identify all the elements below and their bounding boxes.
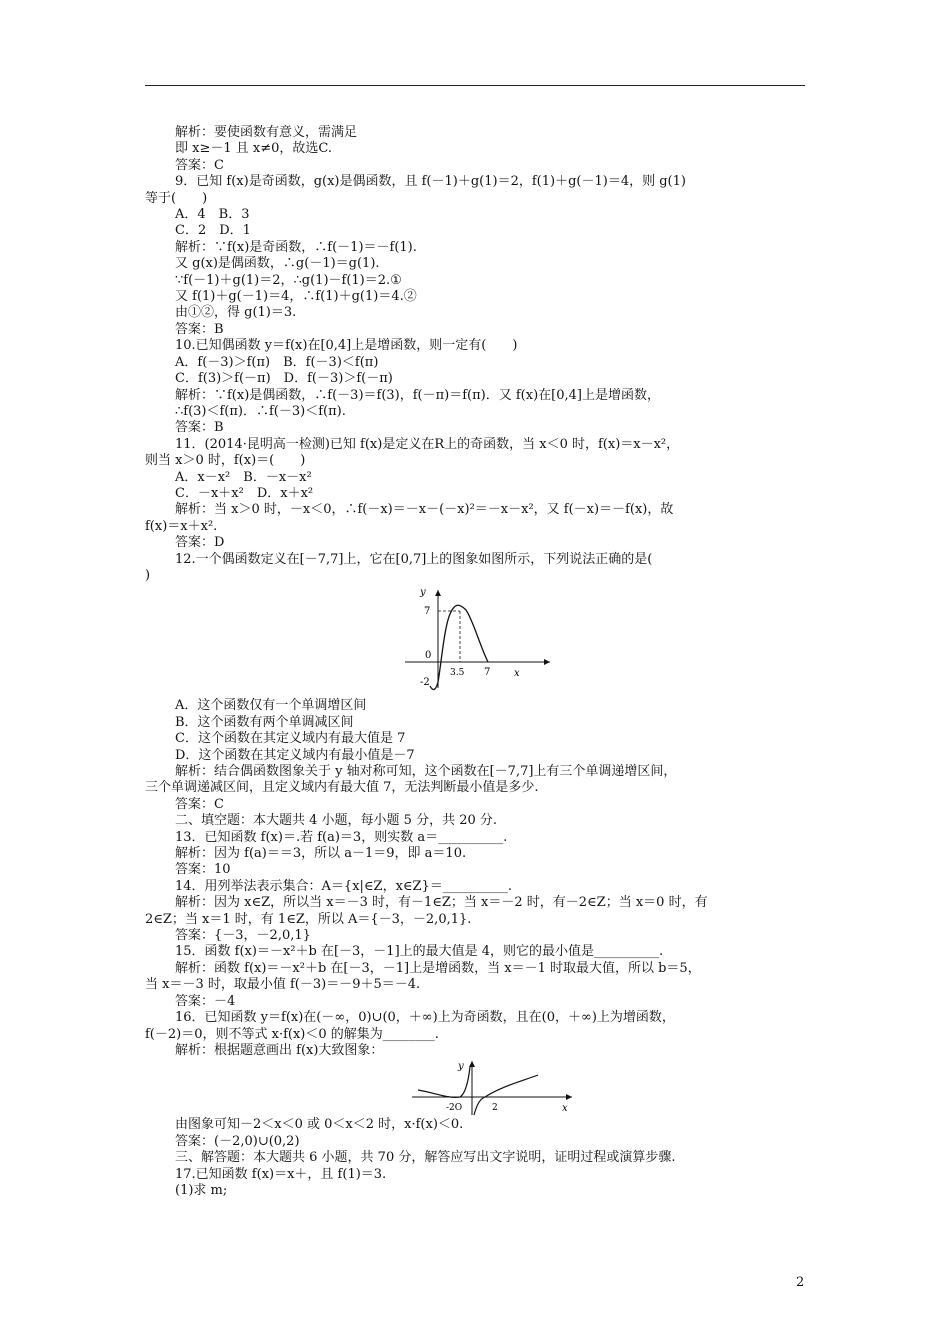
text-line: 答案：C — [175, 157, 224, 173]
text-line: ) — [145, 567, 151, 583]
question-9: 9．已知 f(x)是奇函数，g(x)是偶函数，且 f(－1)＋g(1)＝2，f(1)＋g(－1)＝4，则 g(1) — [175, 174, 686, 190]
x-label: x — [514, 668, 520, 680]
text-line: 则当 x＞0 时，f(x)＝( ) — [145, 453, 306, 469]
answer-line: 答案：(－2,0)∪(0,2) — [175, 1133, 300, 1149]
question-14: 14．用列举法表示集合：A＝{x|∈Z，x∈Z}＝__________. — [175, 878, 512, 894]
tick-7: 7 — [424, 606, 431, 618]
question-17: 17.已知函数 f(x)＝x＋，且 f(1)＝3. — [175, 1166, 387, 1182]
text-line: 由①②，得 g(1)＝3. — [175, 305, 297, 321]
text-line: 解析：根据题意画出 f(x)大致图象： — [175, 1042, 384, 1058]
answer-line: 答案：{－3，－2,0,1} — [175, 928, 311, 944]
y-label: y — [420, 587, 426, 599]
x-axis-arrow — [544, 659, 550, 665]
text-line: 解析：∵f(x)是偶函数，∴f(－3)＝f(3)，f(－π)＝f(π)．又 f(x)在[0,4]上是增函数， — [175, 387, 660, 403]
text-line: 当 x＝－3 时，取最小值 f(－3)＝－9＋5＝－4. — [145, 977, 421, 993]
option-line: C．2 D．1 — [175, 223, 251, 239]
page-content — [145, 125, 810, 1199]
text-line: 解析：因为 x∈Z，所以当 x＝－3 时，有－1∈Z；当 x＝－2 时，有－2∈Z；当 x＝0 时，有 — [175, 895, 708, 911]
answer-line: 答案：B — [175, 420, 224, 436]
text-line: 解析：当 x＞0 时，－x＜0，∴f(－x)＝－x－(－x)²＝－x－x²，又 f(－x)＝－f(x)，故 — [175, 502, 674, 518]
option-line: A．这个函数仅有一个单调增区间 — [175, 698, 367, 714]
option-line: B．这个函数有两个单调减区间 — [175, 714, 354, 730]
text-line: f(－2)＝0，则不等式 x·f(x)＜0 的解集为________. — [145, 1026, 439, 1042]
question-12: 12.一个偶函数定义在[－7,7]上，它在[0,7]上的图象如图所示，下列说法正确的是( — [175, 551, 653, 567]
section-heading: 二、填空题：本大题共 4 小题，每小题 5 分，共 20 分. — [175, 813, 498, 829]
option-line: C．－x＋x² D．x＋x² — [175, 485, 314, 501]
text-line: 2∈Z；当 x＝1 时，有 1∈Z，所以 A＝{－3，－2,0,1}. — [145, 911, 472, 927]
tick-3-5: 3.5 — [450, 668, 465, 679]
answer-line: 答案：－4 — [175, 993, 236, 1009]
option-line: C．f(3)＞f(－π) D．f(－3)＞f(－π) — [175, 371, 393, 387]
option-line: C．这个函数在其定义域内有最大值是 7 — [175, 731, 406, 747]
x-label: x — [562, 1103, 568, 1115]
origin-label: 0 — [425, 650, 432, 662]
tick-2: 2 — [492, 1103, 498, 1114]
y-axis-arrow — [469, 1061, 475, 1067]
graph-figure-q16 — [145, 1059, 810, 1117]
question-13: 13．已知函数 f(x)＝.若 f(a)＝3，则实数 a＝__________. — [175, 829, 508, 845]
text-line: 由图象可知－2＜x＜0 或 0＜x＜2 时，x·f(x)＜0. — [175, 1117, 464, 1133]
tick-7-x: 7 — [484, 667, 491, 679]
y-axis-arrow — [435, 590, 441, 596]
answer-line: 答案：C — [175, 796, 224, 812]
question-11: 11．(2014·昆明高一检测)已知 f(x)是定义在R上的奇函数，当 x＜0 时，f(x)＝x－x²， — [175, 436, 680, 452]
x-axis-arrow — [566, 1094, 572, 1100]
question-10: 10.已知偶函数 y＝f(x)在[0,4]上是增函数，则一定有( ) — [175, 338, 518, 354]
question-15: 15．函数 f(x)＝－x²＋b 在[－3，－1]上的最大值是 4，则它的最小值是__________. — [175, 944, 664, 960]
graph-figure-q12 — [145, 586, 810, 696]
text-line: ∵f(－1)＋g(1)＝2，∴g(1)－f(1)＝2.① — [175, 272, 402, 288]
text-line: 即 x≥－1 且 x≠0，故选C. — [175, 141, 333, 157]
option-line: D．这个函数在其定义域内有最小值是－7 — [175, 747, 415, 763]
section-heading: 三、解答题：本大题共 6 小题，共 70 分，解答应写出文字说明，证明过程或演算步骤. — [175, 1150, 676, 1166]
y-label: y — [458, 1061, 464, 1073]
text-line: 三个单调递减区间，且定义域内有最大值 7，无法判断最小值是多少. — [145, 780, 539, 796]
answer-line: 答案：B — [175, 321, 224, 337]
option-line: A．f(－3)＞f(π) B．f(－3)＜f(π) — [175, 354, 379, 370]
page-number: 2 — [796, 1275, 805, 1290]
text-line: 又 f(1)＋g(－1)＝4，∴f(1)＋g(1)＝4.② — [175, 289, 417, 305]
text-line: f(x)＝x＋x². — [145, 518, 218, 534]
answer-line: 答案：D — [175, 535, 225, 551]
question-16: 16．已知函数 y＝f(x)在(－∞，0)∪(0，＋∞)上为奇函数，且在(0，＋∞)上为增函数， — [175, 1010, 675, 1026]
text-line: 解析：函数 f(x)＝－x²＋b 在[－3，－1]上是增函数，当 x＝－1 时取最大值，所以 b＝5， — [175, 960, 701, 976]
answer-line: 答案：10 — [175, 862, 231, 878]
text-line: ∴f(3)＜f(π)．∴f(－3)＜f(π). — [175, 403, 346, 419]
text-line: 又 g(x)是偶函数，∴g(－1)＝g(1). — [175, 256, 380, 272]
text-line: 解析：要使函数有意义，需满足 — [175, 125, 358, 140]
text-line: 解析：∵f(x)是奇函数，∴f(－1)＝－f(1). — [175, 239, 417, 255]
header-rule — [145, 85, 805, 86]
right-branch — [474, 1075, 538, 1115]
text-line: (1)求 m; — [175, 1182, 228, 1198]
option-line: A．4 B．3 — [175, 207, 250, 223]
tick-neg2-origin: -2O — [446, 1103, 463, 1114]
text-line: 解析：因为 f(a)＝＝3，所以 a－1＝9，即 a＝10. — [175, 846, 467, 862]
text-line: 解析：结合偶函数图象关于 y 轴对称可知，这个函数在[－7,7]上有三个单调递增区间， — [175, 764, 677, 779]
tick-neg2: -2 — [420, 677, 430, 689]
option-line: A．x－x² B．－x－x² — [175, 469, 312, 485]
text-line: 等于( ) — [145, 190, 208, 206]
